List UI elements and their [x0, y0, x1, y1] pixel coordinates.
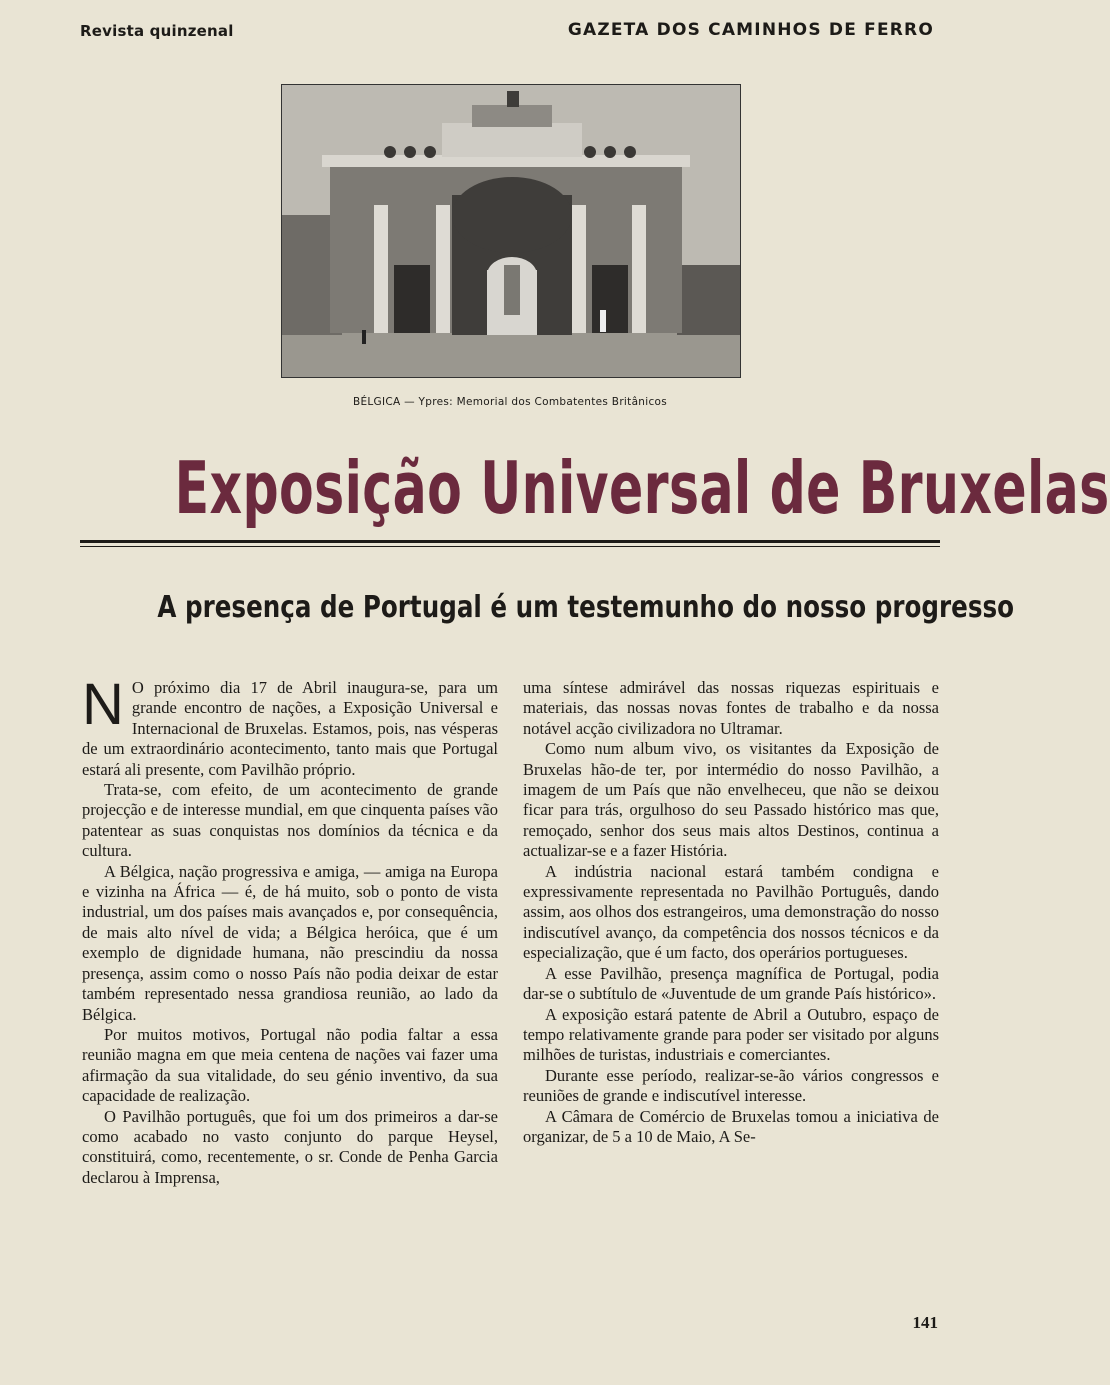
paragraph: uma síntese admirável das nossas riquezas espirituais e materiais, das nossas novas fontes de trabalho e da nossa notável acção civilizadora no Ultramar.	[523, 678, 939, 738]
paragraph: A exposição estará patente de Abril a Outubro, espaço de tempo relativamente grande para poder ser visitado por alguns milhões de turistas, industriais e comerciantes.	[523, 1004, 939, 1065]
paragraph: A indústria nacional estará também condigna e expressivamente representada no Pavilhão Português, dando assim, aos olhos dos estrangeiros, uma demonstração do nosso indiscutível avanço, da competência dos nossos técnicos e da especialização, que é um facto, dos operários portugueses.	[523, 861, 939, 963]
article-column-left	[82, 672, 498, 1188]
article-column-right	[523, 678, 939, 1147]
photo-caption: BÉLGICA — Ypres: Memorial dos Combatentes Britânicos	[352, 396, 668, 408]
title-rule-thin	[80, 546, 940, 547]
paragraph: Por muitos motivos, Portugal não podia faltar a essa reunião magna em que meia centena de nações vai fazer uma afirmação da sua vitalidade, do seu génio inventivo, da sua capacidade de realização.	[82, 1024, 498, 1106]
paragraph: Como num album vivo, os visitantes da Exposição de Bruxelas hão-de ter, por intermédio do nosso Pavilhão, a imagem de um País que não envelheceu, que não se deixou ficar para trás, orgulhoso do seu Passado histórico mas que, remoçado, senhor dos seus mais altos Destinos, continua a actualizar-se e a fazer História.	[523, 739, 939, 861]
title-rule-thick	[80, 540, 940, 543]
article-title: Exposição Universal de Bruxelas	[174, 446, 1110, 530]
memorial-arch-photo	[281, 84, 741, 378]
paragraph: O Pavilhão português, que foi um dos primeiros a dar-se como acabado no vasto conjunto do parque Heysel, constituirá, como, recentemente, o sr. Conde de Penha Garcia declarou à Imprensa,	[82, 1106, 498, 1187]
memorial-arch-icon	[282, 85, 740, 377]
header-left: Revista quinzenal	[80, 22, 234, 40]
paragraph: N O próximo dia 17 de Abril inaugura-se, para um grande encontro de nações, a Exposição Universal e Internacional de Bruxelas. Estamos, pois, nas vésperas de um extraordinário acontecimento, tanto mais que Portugal estará ali presente, com Pavilhão próprio.	[82, 672, 498, 779]
paragraph: A esse Pavilhão, presença magnífica de Portugal, podia dar-se o subtítulo de «Juventude de um grande País histórico».	[523, 963, 939, 1004]
header-right: GAZETA DOS CAMINHOS DE FERRO	[567, 20, 934, 40]
paragraph: Durante esse período, realizar-se-ão vários congressos e reuniões de grande e indiscutível interesse.	[523, 1065, 939, 1106]
article-subtitle: A presença de Portugal é um testemunho do nosso progresso	[157, 590, 1015, 625]
paragraph: A Bélgica, nação progressiva e amiga, — amiga na Europa e vizinha na África — é, de há muito, sob o ponto de vista industrial, um dos países mais avançados e, por consequência, de mais alto nível de vida; a Bélgica heróica, que é um exemplo de dignidade humana, não prescindiu da nossa presença, assim como o nosso País não podia deixar de estar também representado nessa grandiosa reunião, ao lado da Bélgica.	[82, 861, 498, 1024]
paragraph: Trata-se, com efeito, de um acontecimento de grande projecção e de interesse mundial, em que cinquenta países vão patentear as suas conquistas nos domínios da técnica e da cultura.	[82, 780, 498, 861]
page-number: 141	[912, 1313, 938, 1332]
drop-cap: N	[82, 672, 124, 737]
paragraph: A Câmara de Comércio de Bruxelas tomou a iniciativa de organizar, de 5 a 10 de Maio, A Se-	[523, 1106, 939, 1146]
